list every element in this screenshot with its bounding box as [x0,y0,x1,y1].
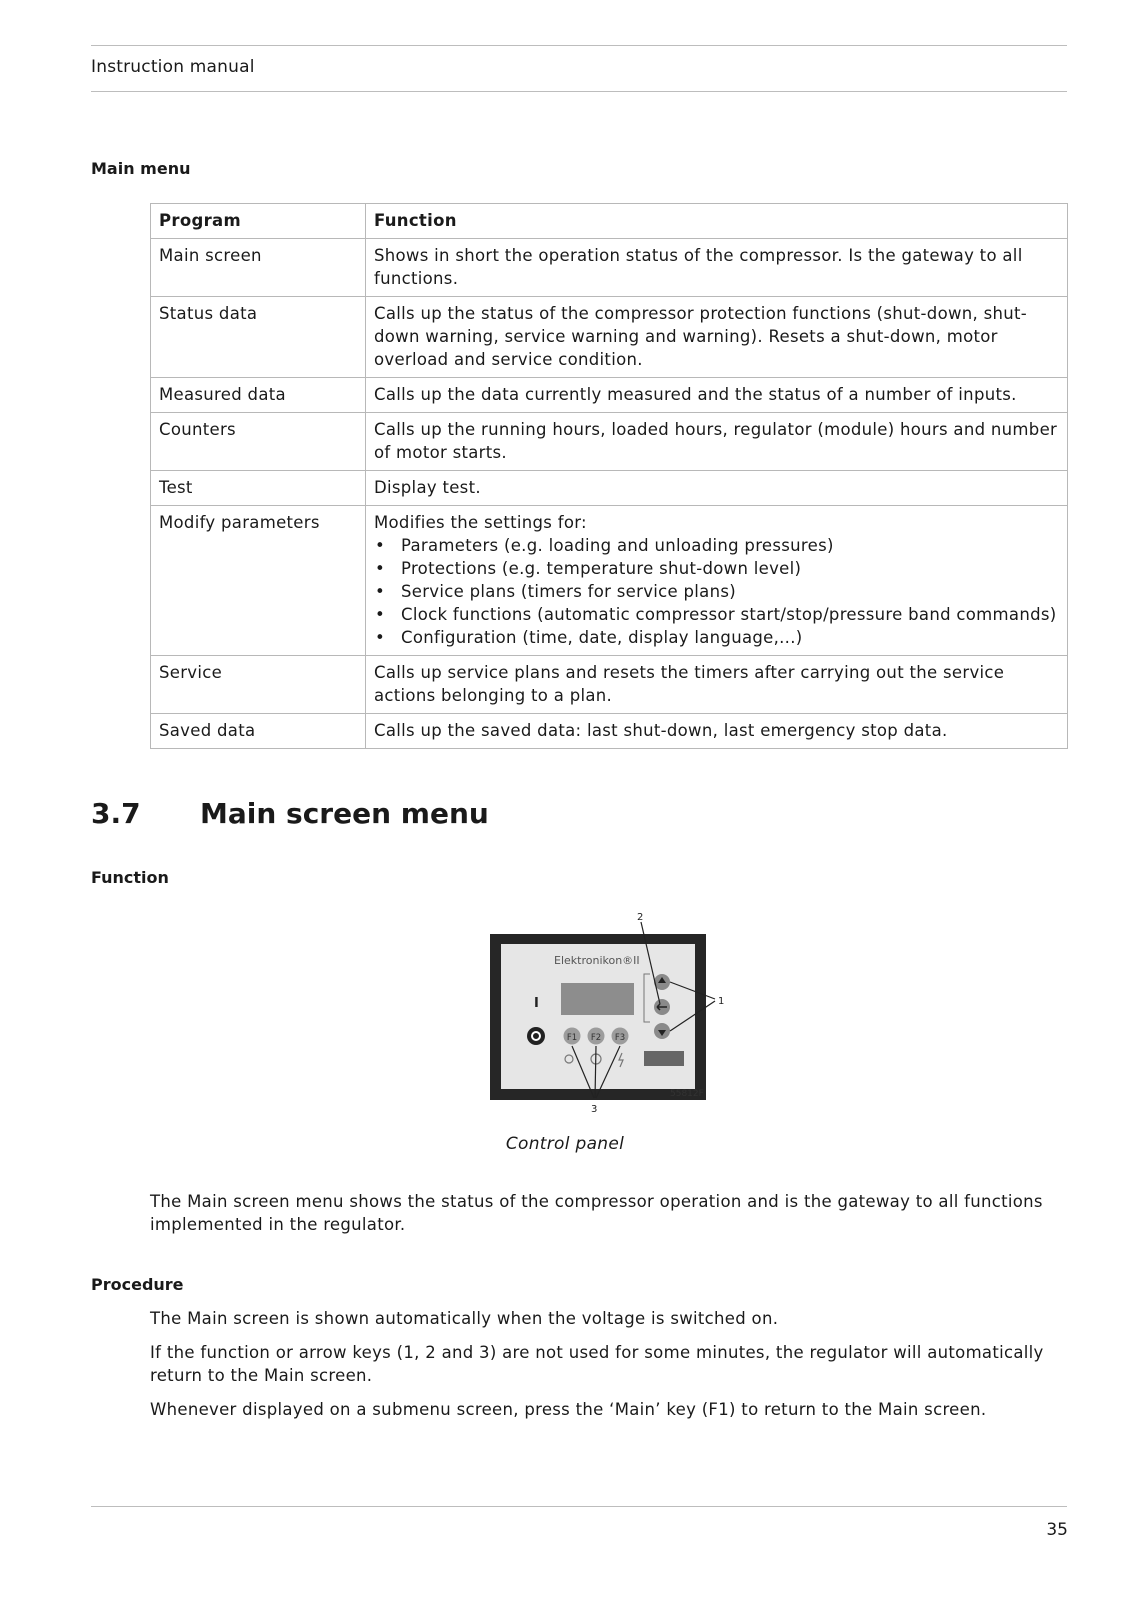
function-cell: Calls up the running hours, loaded hours, regulator (module) hours and number of motor starts. [366,413,1068,471]
section-number: 3.7 [91,797,141,830]
column-header-function: Function [366,204,1068,239]
program-cell: Service [151,656,366,714]
program-cell: Saved data [151,714,366,749]
program-cell: Main screen [151,239,366,297]
function-heading: Function [91,868,169,887]
f1-key-label: F1 [566,1033,578,1043]
function-cell: Display test. [366,471,1068,506]
panel-brand-label: Elektronikon®II [554,954,640,967]
callout-3: 3 [591,1104,598,1115]
header-bottom-rule [91,91,1067,92]
table-row [151,378,1068,413]
table-row [151,714,1068,749]
header-title: Instruction manual [91,57,255,77]
table-row [151,297,1068,378]
procedure-heading: Procedure [91,1275,184,1294]
page-number: 35 [1046,1520,1068,1540]
bullet-item: • Parameters (e.g. loading and unloading pressures) [374,534,1059,557]
f2-key-label: F2 [590,1033,602,1043]
footer-rule [91,1506,1067,1507]
program-cell: Test [151,471,366,506]
section-title: Main screen menu [200,797,489,830]
function-cell [366,506,1068,656]
table-row [151,506,1068,656]
main-menu-heading: Main menu [91,159,191,178]
program-cell: Counters [151,413,366,471]
bullet-item: • Configuration (time, date, display language,...) [374,626,1059,649]
function-cell: Calls up the saved data: last shut-down, last emergency stop data. [366,714,1068,749]
control-panel-figure [490,912,726,1122]
bullet-item: • Clock functions (automatic compressor start/stop/pressure band commands) [374,603,1059,626]
header-top-rule [91,45,1067,46]
stop-button-icon [527,1027,545,1045]
function-cell: Calls up the status of the compressor protection functions (shut-down, shut-down warning, service warning and warning). Resets a shut-down, motor overload and service condition. [366,297,1068,378]
function-cell: Calls up the data currently measured and the status of a number of inputs. [366,378,1068,413]
table-row [151,239,1068,297]
main-menu-table [150,203,1068,749]
figure-code: 55812F [670,1089,704,1099]
settings-bullet-list [374,534,1059,649]
table-row [151,471,1068,506]
f3-key-label: F3 [614,1033,626,1043]
procedure-paragraph: The Main screen is shown automatically when the voltage is switched on. [150,1309,779,1328]
procedure-paragraph: If the function or arrow keys (1, 2 and 3) are not used for some minutes, the regulator will automatically return to the Main screen. [150,1343,1044,1385]
column-header-program: Program [151,204,366,239]
table-row [151,656,1068,714]
table-header-row [151,204,1068,239]
function-intro: Modifies the settings for: [374,513,587,532]
function-paragraph: The Main screen menu shows the status of the compressor operation and is the gateway to all functions implemented in the regulator. [150,1192,1043,1234]
callout-1: 1 [718,996,725,1007]
bullet-item: • Protections (e.g. temperature shut-down level) [374,557,1059,580]
program-cell: Measured data [151,378,366,413]
bullet-item: • Service plans (timers for service plans) [374,580,1059,603]
manufacturer-logo [644,1051,684,1066]
procedure-paragraph: Whenever displayed on a submenu screen, press the ‘Main’ key (F1) to return to the Main screen. [150,1400,987,1419]
program-cell: Modify parameters [151,506,366,656]
function-cell: Calls up service plans and resets the timers after carrying out the service actions belonging to a plan. [366,656,1068,714]
program-cell: Status data [151,297,366,378]
table-row [151,413,1068,471]
callout-2: 2 [637,912,644,923]
start-button-icon: I [534,996,539,1011]
function-cell: Shows in short the operation status of the compressor. Is the gateway to all functions. [366,239,1068,297]
display-screen [561,983,634,1015]
figure-caption: Control panel [505,1134,625,1154]
